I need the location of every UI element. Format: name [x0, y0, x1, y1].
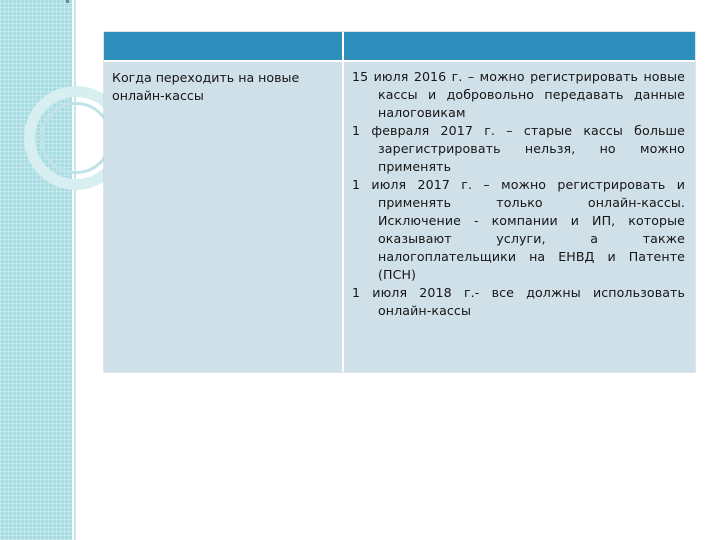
- decorative-side-panel: [0, 0, 72, 540]
- timeline-entry: 15 июля 2016 г. – можно регистрировать новые кассы и добровольно передавать данные налоговикам: [352, 69, 685, 120]
- side-panel-edge: [72, 0, 78, 540]
- corner-mark: [66, 0, 69, 3]
- table-header-row: [104, 32, 695, 60]
- row-label-cell: [104, 62, 342, 372]
- timeline-list: [344, 62, 695, 320]
- table-header-cell: [104, 32, 342, 60]
- row-label: Когда переходить на новые онлайн-кассы: [112, 70, 300, 103]
- info-table: [104, 32, 695, 372]
- table-header-cell: [344, 32, 695, 60]
- decorative-ring-inner: [40, 102, 112, 174]
- timeline-entry: 1 июля 2017 г. – можно регистрировать и применять только онлайн-кассы. Исключение - компании и ИП, которые оказывают услуги, а также налогоплательщики на ЕНВД и Патенте (ПСН): [352, 177, 685, 282]
- timeline-entry: 1 февраля 2017 г. – старые кассы больше зарегистрировать нельзя, но можно применять: [352, 123, 685, 174]
- timeline-entry: 1 июля 2018 г.- все должны использовать онлайн-кассы: [352, 285, 685, 318]
- table-row: [104, 62, 695, 372]
- row-content-cell: [344, 62, 695, 372]
